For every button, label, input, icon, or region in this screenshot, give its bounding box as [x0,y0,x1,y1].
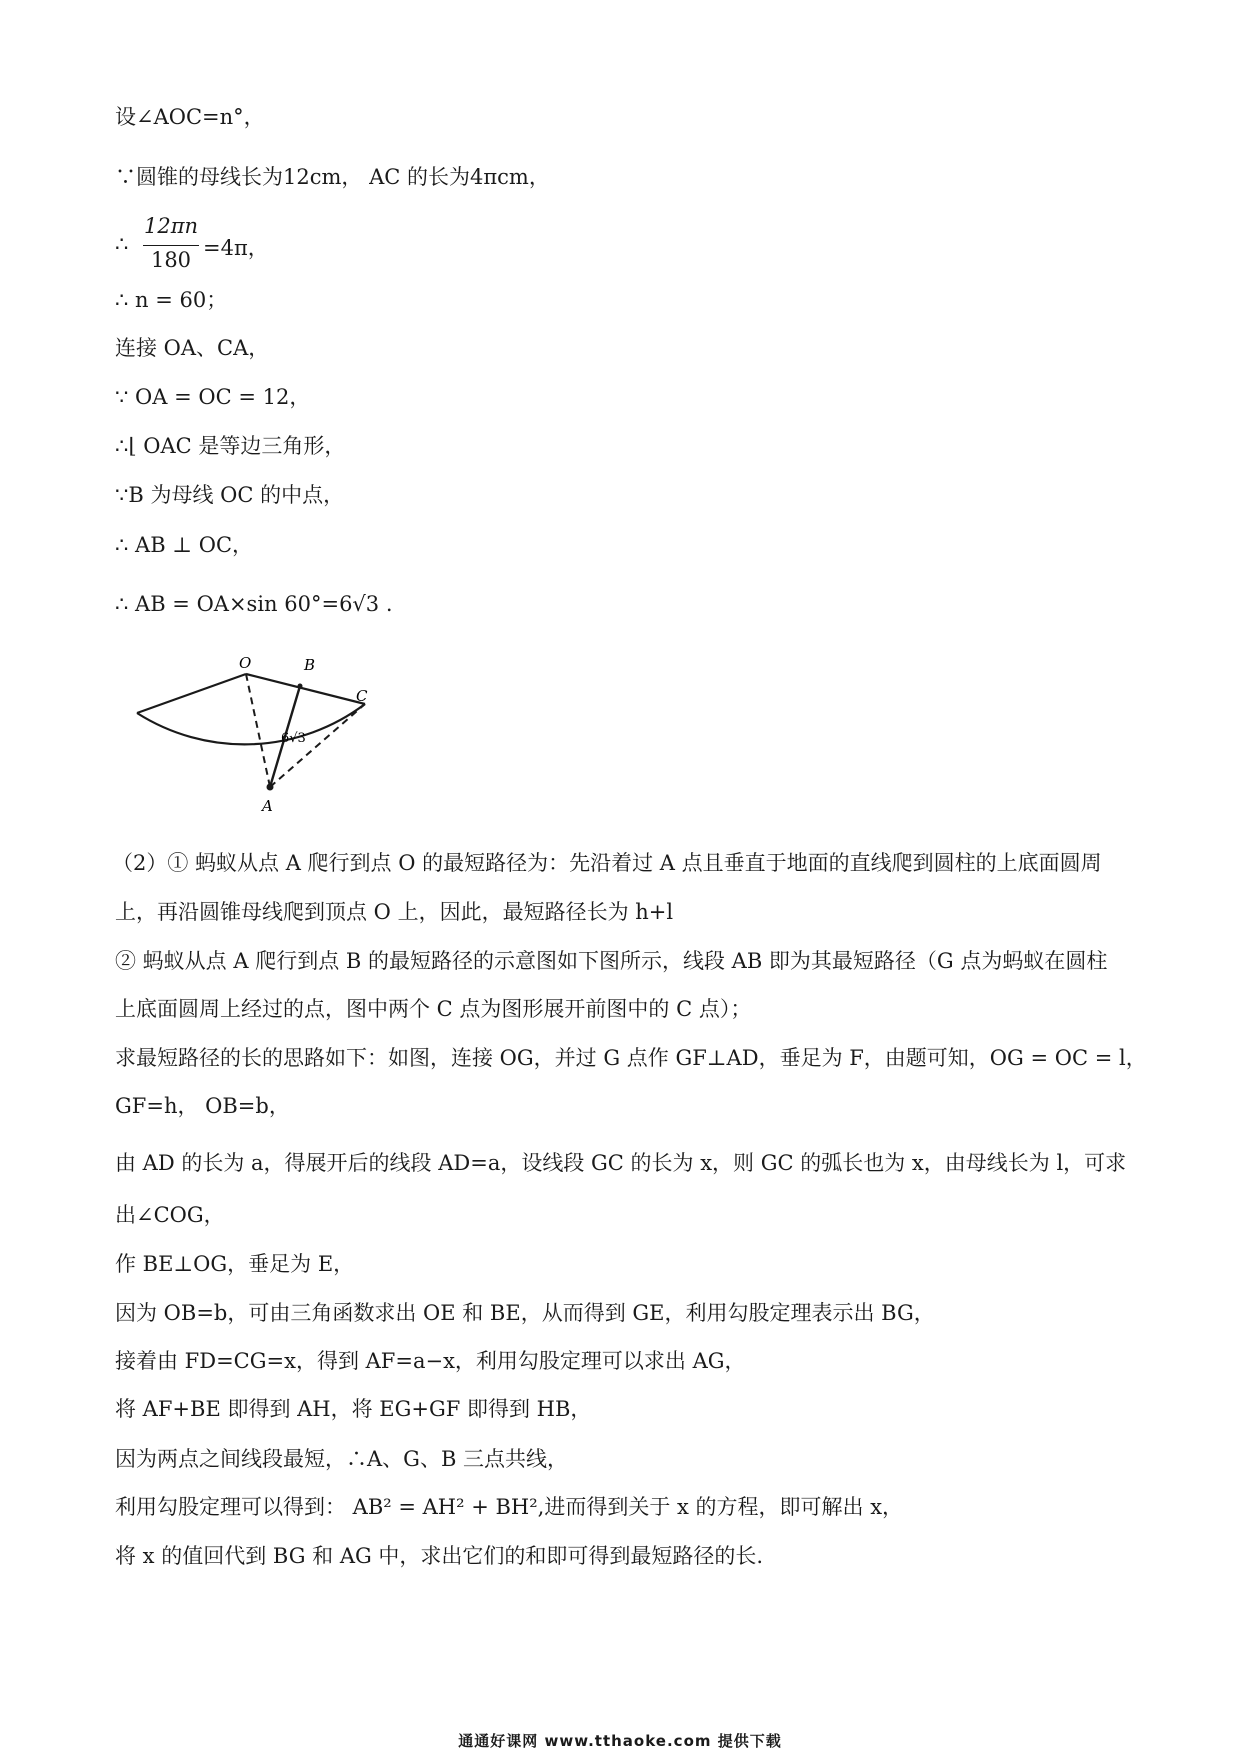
part2-line-10: 利用勾股定理可以得到： AB² = AH² + BH²,进而得到关于 x 的方程，即可解出 x， [115,1495,904,1519]
text-line-8: ∵B 为母线 OC 的中点， [115,483,345,507]
label-measure: 6√3 [281,731,306,746]
sector-figure [120,650,390,820]
text-line-5: 连接 OA、CA， [115,336,270,360]
part2-line-4: 由 AD 的长为 a，得展开后的线段 AD=a，设线段 GC 的长为 x，则 GC 的弧长也为 x，由母线长为 l，可求 [115,1151,1127,1175]
label-A: A [262,797,273,815]
part2-line-5: 作 BE⊥OG，垂足为 E， [115,1252,355,1276]
label-C: C [356,687,368,705]
part2-line-1: （2）① 蚂蚁从点 A 爬行到点 O 的最短路径为：先沿着过 A 点且垂直于地面的直线爬到圆柱的上底面圆周 [112,851,1102,875]
radius-left [137,674,246,713]
text-line-1: 设∠AOC=n°， [115,105,265,129]
text-line-6: ∵ OA = OC = 12， [115,385,311,409]
part2-line-6: 因为 OB=b，可由三角函数求出 OE 和 BE，从而得到 GE，利用勾股定理表示出 BG， [115,1301,935,1325]
fraction-numerator: 12πn [143,214,199,238]
text-line-10: ∴ AB = OA×sin 60°=6√3 . [115,592,393,616]
part2-line-3: 求最短路径的长的思路如下：如图，连接 OG，并过 G 点作 GF⊥AD，垂足为 F，由题可知，OG = OC = l， [115,1046,1147,1070]
text-line-4: ∴ n = 60； [115,288,228,312]
sector-arc [137,704,365,744]
point-B [298,684,303,689]
page-footer: 通通好课网 www.tthaoke.com 提供下载 [458,1732,782,1750]
fraction-bar [143,245,199,246]
fraction-denominator: 180 [150,248,192,272]
radius-right [246,674,365,704]
part2-line-11: 将 x 的值回代到 BG 和 AG 中，求出它们的和即可得到最短路径的长. [115,1544,764,1568]
part2-line-4b: 出∠COG， [115,1203,225,1227]
part2-line-1b: 上，再沿圆锥母线爬到顶点 O 上，因此，最短路径长为 h+l [115,900,674,924]
part2-line-2: ② 蚂蚁从点 A 爬行到点 B 的最短路径的示意图如下图所示，线段 AB 即为其最短路径（G 点为蚂蚁在圆柱 [115,949,1108,973]
fraction-result: =4π， [203,236,269,260]
label-O: O [239,654,252,672]
part2-line-9: 因为两点之间线段最短，∴A、G、B 三点共线， [115,1447,569,1471]
text-line-9: ∴ AB ⊥ OC， [115,533,254,557]
part2-line-3b: GF=h， OB=b， [115,1094,290,1118]
therefore-symbol: ∴ [115,232,129,256]
part2-line-8: 将 AF+BE 即得到 AH，将 EG+GF 即得到 HB， [115,1397,592,1421]
text-line-2: ∵圆锥的母线长为12cm， AC 的长为4πcm， [115,165,550,189]
point-A [267,784,274,791]
label-B: B [304,656,316,674]
segment-OA [246,674,270,787]
part2-line-7: 接着由 FD=CG=x，得到 AF=a−x，利用勾股定理可以求出 AG， [115,1349,746,1373]
text-line-7: ∴⌊ OAC 是等边三角形， [115,434,346,458]
part2-line-2b: 上底面圆周上经过的点，图中两个 C 点为图形展开前图中的 C 点）； [115,997,752,1021]
